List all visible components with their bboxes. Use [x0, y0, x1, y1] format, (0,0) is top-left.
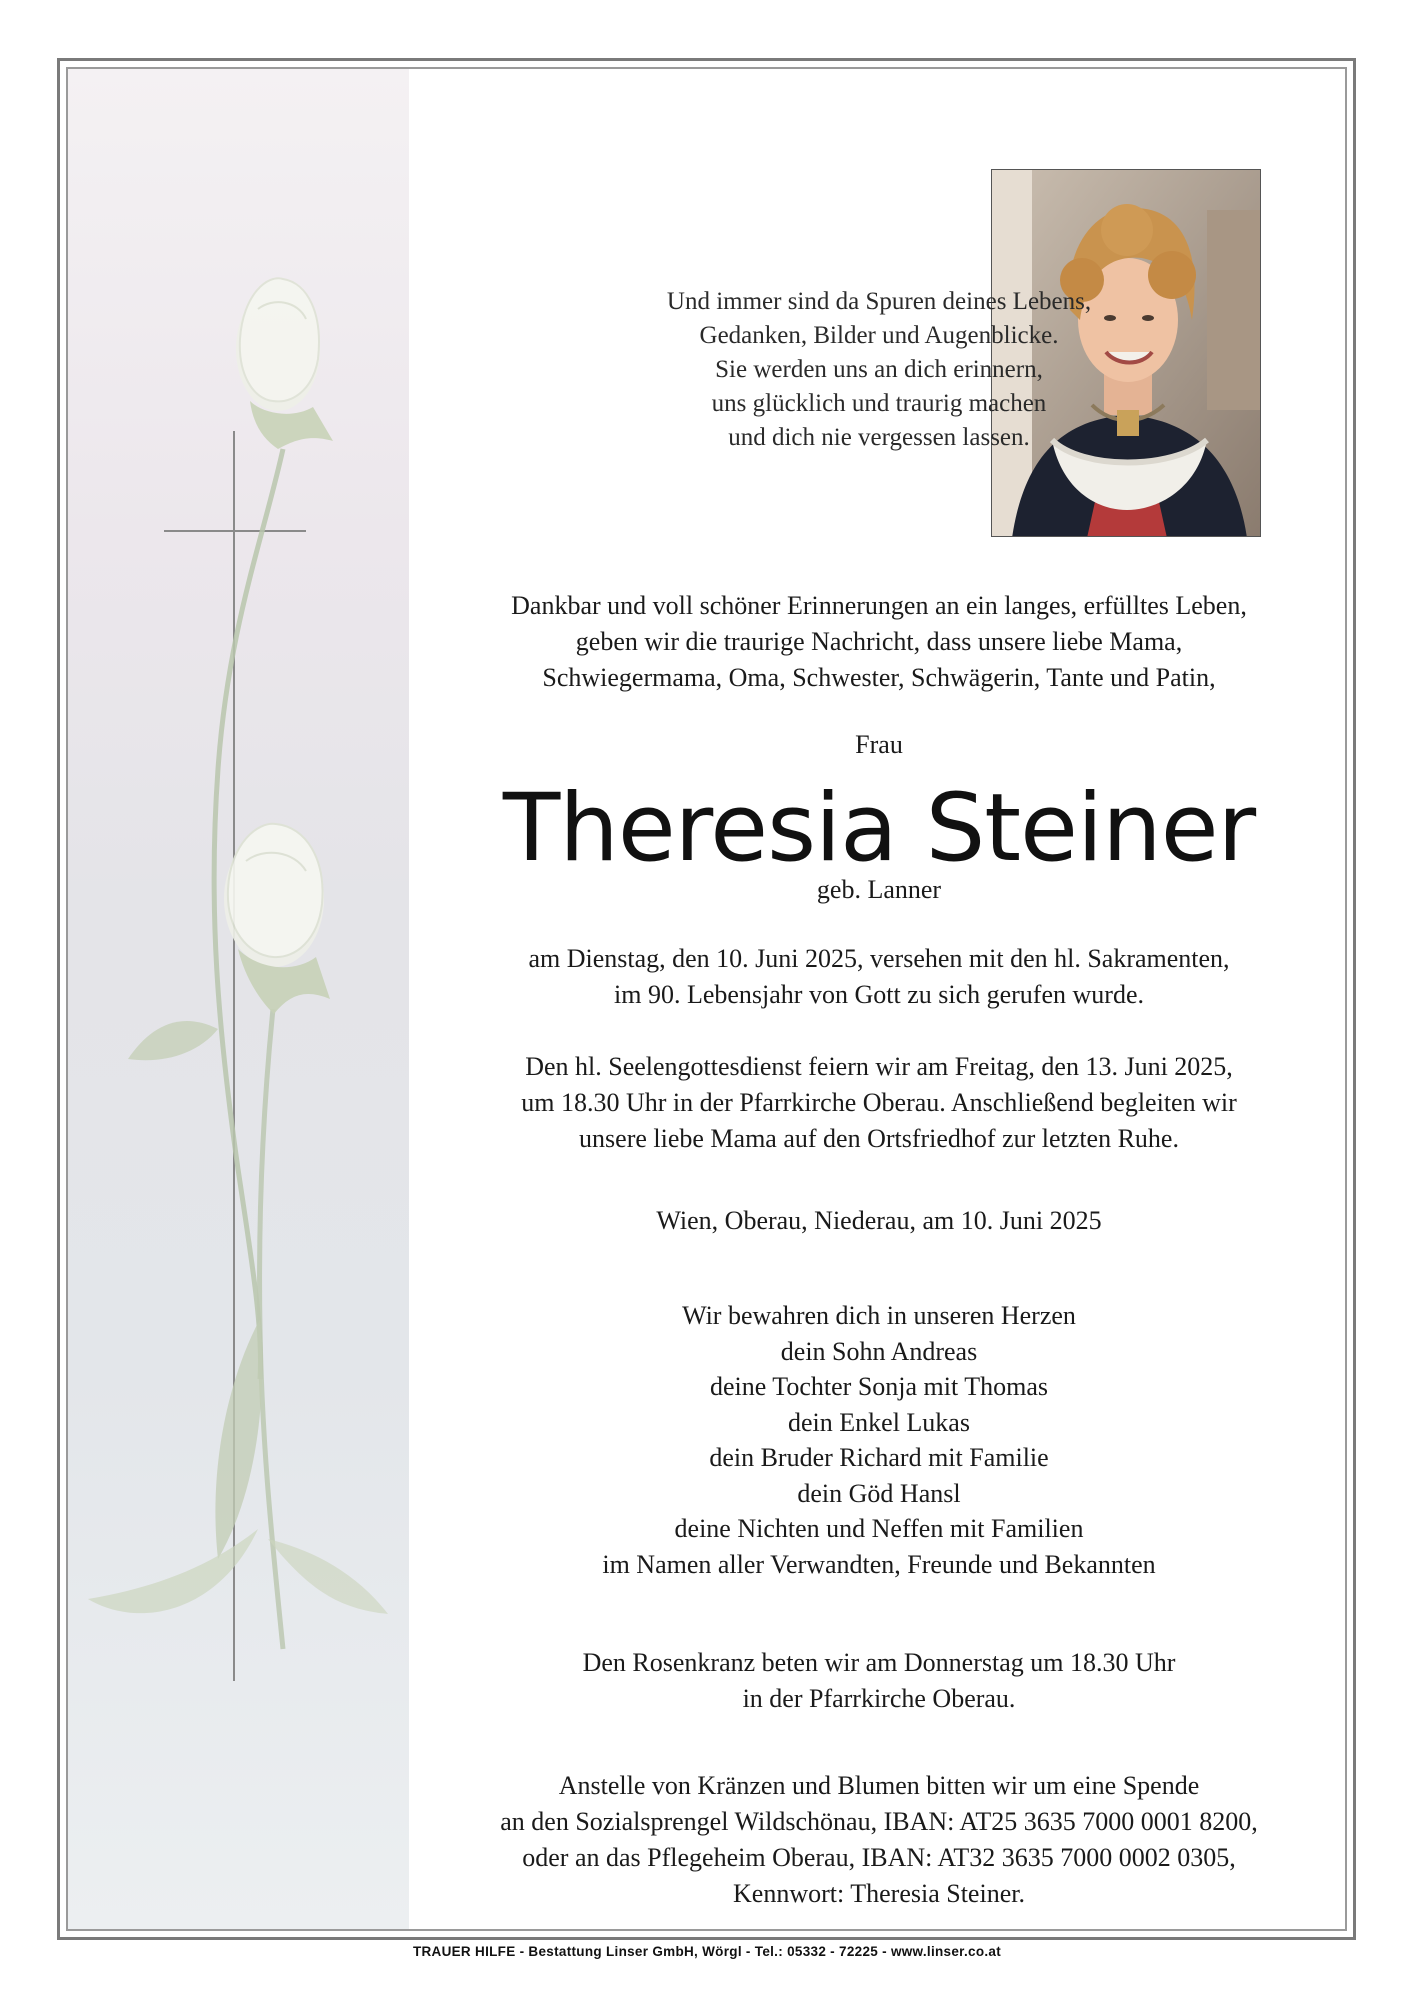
birth-name: geb. Lanner: [816, 875, 942, 904]
mourner-line: deine Nichten und Neffen mit Familien: [674, 1514, 1084, 1543]
announcement-line: Dankbar und voll schöner Erinnerungen an ein langes, erfülltes Leben,: [511, 591, 1247, 620]
verse-line: Gedanken, Bilder und Augenblicke.: [699, 322, 1059, 349]
salutation: Frau: [855, 730, 903, 759]
rosary-line: Den Rosenkranz beten wir am Donnerstag um 18.30 Uhr: [582, 1648, 1176, 1677]
death-notice-line: im 90. Lebensjahr von Gott zu sich gerufen wurde.: [614, 980, 1144, 1009]
donation-line: oder an das Pflegeheim Oberau, IBAN: AT32 3635 7000 0002 0305,: [522, 1843, 1236, 1872]
mourner-line: dein Enkel Lukas: [788, 1407, 970, 1437]
donation-info: [409, 1768, 1347, 1912]
memorial-verse: [409, 285, 1347, 455]
deceased-name: Theresia Steiner: [502, 774, 1256, 883]
death-notice: [409, 941, 1347, 1013]
rosary-info: [409, 1645, 1347, 1717]
donation-line: Anstelle von Kränzen und Blumen bitten wir um eine Spende: [558, 1771, 1200, 1800]
verse-line: uns glücklich und traurig machen: [711, 390, 1047, 417]
notice-card: [66, 67, 1347, 1931]
service-line: um 18.30 Uhr in der Pfarrkirche Oberau. Anschließend begleiten wir: [521, 1088, 1237, 1117]
donation-line: Kennwort: Theresia Steiner.: [733, 1879, 1025, 1908]
rose-and-cross-illustration: [68, 69, 409, 1931]
mourner-line: dein Sohn Andreas: [780, 1336, 978, 1366]
announcement-paragraph: [409, 588, 1347, 696]
rose-side-panel: [68, 69, 409, 1929]
donation-line: an den Sozialsprengel Wildschönau, IBAN: AT25 3635 7000 0001 8200,: [500, 1807, 1258, 1836]
rosary-line: in der Pfarrkirche Oberau.: [742, 1684, 1016, 1713]
verse-line: Sie werden uns an dich erinnern,: [715, 356, 1043, 383]
announcement-line: Schwiegermama, Oma, Schwester, Schwägerin, Tante und Patin,: [542, 663, 1216, 692]
funeral-home-footer: TRAUER HILFE - Bestattung Linser GmbH, Wörgl - Tel.: 05332 - 72225 - www.linser.co.at: [412, 1944, 1002, 1959]
mourners-list: [409, 1298, 1347, 1582]
mourner-line: deine Tochter Sonja mit Thomas: [709, 1372, 1049, 1401]
mourner-line: Wir bewahren dich in unseren Herzen: [682, 1301, 1076, 1330]
announcement-line: geben wir die traurige Nachricht, dass unsere liebe Mama,: [575, 627, 1183, 656]
mourner-line: dein Göd Hansl: [797, 1478, 961, 1508]
mourner-line: dein Bruder Richard mit Familie: [709, 1443, 1049, 1472]
service-line: Den hl. Seelengottesdienst feiern wir am Freitag, den 13. Juni 2025,: [525, 1052, 1233, 1081]
death-notice-line: am Dienstag, den 10. Juni 2025, versehen mit den hl. Sakramenten,: [528, 944, 1230, 973]
service-line: unsere liebe Mama auf den Ortsfriedhof zur letzten Ruhe.: [579, 1124, 1179, 1153]
verse-line: Und immer sind da Spuren deines Lebens,: [666, 288, 1092, 315]
mourner-line: im Namen aller Verwandten, Freunde und Bekannten: [602, 1549, 1156, 1579]
verse-line: und dich nie vergessen lassen.: [728, 424, 1030, 451]
funeral-service-info: [409, 1049, 1347, 1157]
place-and-date: Wien, Oberau, Niederau, am 10. Juni 2025: [656, 1206, 1102, 1235]
